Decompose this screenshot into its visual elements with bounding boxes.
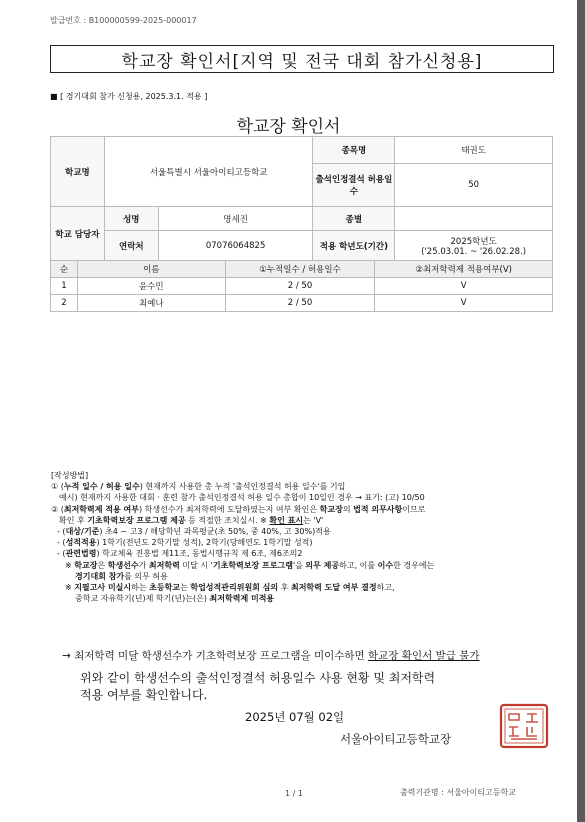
method-line: ※ 학교장은 학생선수가 최저학력 미달 시 '기초학력보장 프로그램'을 의무 제공하고, 이를 이수한 경우에는 <box>65 560 435 570</box>
manager-label: 학교 담당자 <box>51 207 105 261</box>
contact-label: 연락처 <box>104 231 158 261</box>
method-heading: [작성방법] <box>51 471 89 480</box>
header-no: 순 <box>51 261 78 278</box>
year-cell <box>395 231 553 261</box>
viewer-scroll-edge <box>577 0 585 822</box>
method-line: ※ 지필고사 미실시하는 초등학교는 학업성적관리위원회 심의 후 최저학력 도달 여부 결정하고, <box>65 583 395 593</box>
certificate-subtitle: 학교장 확인서 <box>236 117 341 137</box>
writing-method <box>51 470 434 604</box>
method-line: 확인 후 기초학력보장 프로그램 제공 등 적절한 조치실시. ※ 확인 표시는 'V' <box>59 515 324 525</box>
official-seal-icon <box>499 703 549 749</box>
document-title: 학교장 확인서[지역 및 전국 대회 참가신청용] <box>50 45 554 73</box>
method-line: ① (누적 일수 / 허용 일수) 현재까지 사용한 총 누적 '출석인정결석 허용 일수'를 기입 <box>51 482 346 492</box>
principal-name: 서울아이티고등학교장 <box>340 732 452 746</box>
table-row <box>51 295 553 312</box>
allowed-days-value: 50 <box>395 164 553 207</box>
header-name: 이름 <box>77 261 225 278</box>
method-line: - (성적적용) 1학기(전년도 2학기말 성적), 2학기(당해연도 1학기말 성적) <box>57 538 313 548</box>
school-label: 학교명 <box>51 137 105 207</box>
method-line: ② (최저학력제 적용 여부) 학생선수가 최저학력에 도달하였는지 여부 확인은 학교장의 법적 의무사항이므로 <box>51 504 426 514</box>
row-days: 2 / 50 <box>225 295 375 312</box>
confirmation-text: 위와 같이 학생선수의 출석인정결석 허용일수 사용 현황 및 최저학력 적용 여부를 확인합니다. <box>80 671 436 702</box>
year-value: 2025학년도 <box>450 236 497 247</box>
row-name: 최예나 <box>77 295 225 312</box>
row-no: 2 <box>51 295 78 312</box>
table-row <box>51 278 553 295</box>
school-value: 서울특별시 서울아이티고등학교 <box>104 137 313 207</box>
method-line: 경기대회 참가를 의무 허용 <box>75 571 168 581</box>
applied-note: ■ [ 경기대회 참가 신청용, 2025.3.1. 적용 ] <box>50 92 208 101</box>
name-value: 명세진 <box>158 207 313 231</box>
header-min-academic: ②최저학력제 적용여부(V) <box>375 261 553 278</box>
issue-date: 2025년 07월 02일 <box>245 710 345 724</box>
year-label: 적용 학년도(기간) <box>313 231 395 261</box>
row-days: 2 / 50 <box>225 278 375 295</box>
issuer-name: 출력기관명 : 서울아이티고등학교 <box>400 788 516 797</box>
event-label: 종목명 <box>313 137 395 164</box>
method-line: - (관련법령) 학교체육 진흥법 제11조, 동법시행규칙 제 6조, 제6조의2 <box>57 549 303 559</box>
warning-line: → 최저학력 미달 학생선수가 기초학력보장 프로그램을 미이수하면 학교장 확인서 발급 불가 <box>62 650 480 662</box>
method-line: 중학교 자유학기(년)제 학기(년)는(은) 최저학력제 미적용 <box>75 594 275 604</box>
position-value <box>395 207 553 231</box>
student-table <box>50 260 553 312</box>
page-number: 1 / 1 <box>285 789 303 798</box>
method-line: 예시) 현재까지 사용한 대회 · 훈련 참가 출석인정결석 허용 일수 총합이 10일인 경우 → 표기: (고) 10/50 <box>59 493 425 503</box>
issue-number: 발급번호 : B100000599-2025-000017 <box>50 16 197 25</box>
row-name: 윤수민 <box>77 278 225 295</box>
table-header-row <box>51 261 553 278</box>
event-value: 태권도 <box>395 137 553 164</box>
method-line: - (대상/기준) 초4 ~ 고3 / 해당학년 과목평균(초 50%, 중 40%, 고 30%)적용 <box>57 527 331 537</box>
contact-value: 07076064825 <box>158 231 313 261</box>
position-label: 종별 <box>313 207 395 231</box>
year-period: ('25.03.01. ~ '26.02.28.) <box>421 246 527 257</box>
header-days: ①누적일수 / 허용일수 <box>225 261 375 278</box>
name-label: 성명 <box>104 207 158 231</box>
allowed-days-label: 출석인정결석 허용일수 <box>313 164 395 207</box>
row-check: V <box>375 278 553 295</box>
row-check: V <box>375 295 553 312</box>
row-no: 1 <box>51 278 78 295</box>
info-table <box>50 136 553 261</box>
